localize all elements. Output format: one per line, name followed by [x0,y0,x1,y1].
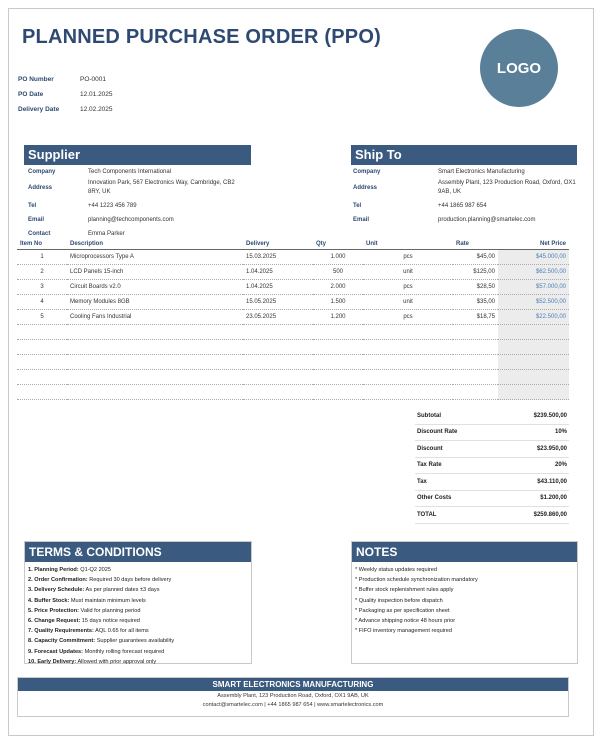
po-meta [18,72,113,117]
cell-rate: $28,50 [453,280,498,295]
list-item: 9. Forecast Updates: Monthly rolling forecast required [28,648,165,655]
ship-company-row [353,167,577,177]
cell-delivery: 1.04.2025 [243,265,313,280]
items-header-row [17,238,569,250]
total-label: TOTAL [417,511,437,518]
discount-rate-value: 10% [554,429,567,436]
cell-item-no: 1 [17,250,67,265]
ship-address-row [353,177,577,199]
ship-tel-value: +44 1865 987 654 [438,202,487,209]
footer-company: SMART ELECTRONICS MANUFACTURING [18,678,568,691]
notes-list [352,562,577,636]
col-description: Description [67,238,243,250]
cell-item-no: 4 [17,295,67,310]
list-item: 10. Early Delivery: Allowed with prior approval only [28,658,157,665]
list-item: * Weekly status updates required [355,567,437,573]
total-value: $259.860,00 [533,511,567,518]
delivery-date-value: 12.02.2025 [80,106,113,113]
footer [17,677,569,717]
supplier-info [28,167,250,241]
cell-qty: 500 [313,265,363,280]
cell-unit: pcs [363,280,453,295]
supplier-email-label: Email [28,217,45,223]
cell-description: Circuit Boards v2.0 [67,280,243,295]
ship-email-label: Email [353,217,370,223]
footer-address: Assembly Plant, 123 Production Road, Oxford, OX1 9AB, UK [217,693,369,699]
col-delivery: Delivery [243,238,313,250]
cell-description: Cooling Fans Industrial [67,310,243,325]
po-number-row [18,72,113,87]
ship-to-heading: Ship To [351,145,577,165]
col-qty: Qty [313,238,363,250]
terms-list [25,562,251,667]
supplier-company-value: Tech Components International [88,168,172,175]
supplier-contact-label: Contact [28,231,51,237]
cell-delivery: 15.05.2025 [243,295,313,310]
discount-row [415,441,569,458]
empty-row [17,340,569,355]
cell-net-price: $52.500,00 [498,295,569,310]
supplier-address-value: Innovation Park, 567 Electronics Way, Cambridge, CB2 8RY, UK [88,180,235,195]
col-item-no: Item No [17,238,67,250]
cell-item-no: 5 [17,310,67,325]
cell-delivery: 23.05.2025 [243,310,313,325]
cell-net-price: $45.000,00 [498,250,569,265]
list-item: * Production schedule synchronization mandatory [355,577,478,584]
discount-label: Discount [417,445,443,452]
empty-row [17,325,569,340]
other-costs-value: $1.200,00 [540,495,567,502]
supplier-tel-label: Tel [28,203,37,209]
ship-to-info [353,167,577,227]
cell-rate: $35,00 [453,295,498,310]
total-row [415,507,569,524]
cell-qty: 2.000 [313,280,363,295]
terms-heading: TERMS & CONDITIONS [25,542,251,562]
cell-delivery: 1.04.2025 [243,280,313,295]
page-title: PLANNED PURCHASE ORDER (PPO) [22,26,381,48]
subtotal-value: $239.500,00 [533,412,567,419]
cell-item-no: 3 [17,280,67,295]
list-item: 1. Planning Period: Q1-Q2 2025 [28,567,112,573]
empty-row [17,385,569,400]
cell-net-price: $62.500,00 [498,265,569,280]
ship-tel-row [353,199,577,213]
po-number-label: PO Number [18,76,54,83]
table-row [17,250,569,265]
delivery-date-label: Delivery Date [18,106,60,113]
tax-value: $43.110,00 [537,478,567,485]
cell-unit: unit [363,265,453,280]
list-item: 6. Change Request: 15 days notice required [28,617,140,624]
list-item: * Quality inspection before dispatch [355,597,443,604]
tax-label: Tax [417,478,427,485]
subtotal-row [415,408,569,425]
cell-rate: $18,75 [453,310,498,325]
supplier-company-row [28,167,250,177]
terms-box [24,541,252,664]
tax-rate-value: 20% [554,462,567,469]
cell-net-price: $57.000,00 [498,280,569,295]
cell-rate: $125,00 [453,265,498,280]
cell-unit: pcs [363,250,453,265]
col-rate: Rate [453,238,498,250]
cell-qty: 1.000 [313,250,363,265]
cell-description: Microprocessors Type A [67,250,243,265]
cell-qty: 1.200 [313,310,363,325]
po-number-value: PO-0001 [80,76,107,83]
table-row [17,295,569,310]
items-table [17,238,569,400]
cell-net-price: $22.500,00 [498,310,569,325]
table-row [17,310,569,325]
list-item: 5. Price Protection: Valid for planning period [28,607,141,614]
list-item: * Buffer stock replenishment rules apply [355,587,454,594]
supplier-heading: Supplier [24,145,251,165]
list-item: 8. Capacity Commitment: Supplier guarantees availability [28,638,175,645]
list-item: 2. Order Confirmation: Required 30 days before delivery [28,577,172,584]
cell-unit: pcs [363,310,453,325]
col-unit: Unit [363,238,453,250]
list-item: 7. Quality Requirements: AQL 0.65 for all items [28,628,149,635]
ship-email-value: production.planning@smartelec.com [438,216,536,223]
delivery-date-row [18,102,113,117]
ship-company-label: Company [353,169,381,175]
tax-row [415,474,569,491]
cell-item-no: 2 [17,265,67,280]
supplier-email-value: planning@techcomponents.com [88,216,174,223]
supplier-tel-value: +44 1223 456 789 [88,202,137,209]
table-row [17,280,569,295]
supplier-address-label: Address [28,185,53,191]
cell-unit: unit [363,295,453,310]
supplier-email-row [28,213,250,227]
discount-rate-row [415,425,569,442]
discount-rate-label: Discount Rate [417,429,458,436]
po-date-label: PO Date [18,91,44,98]
list-item: 4. Buffer Stock: Must maintain minimum levels [28,597,146,604]
list-item: 3. Delivery Schedule: As per planned dates ±3 days [28,587,160,594]
logo: LOGO [480,29,558,107]
footer-contact: contact@smartelec.com | +44 1865 987 654 | www.smartelectronics.com [202,702,384,708]
tax-rate-row [415,458,569,475]
cell-rate: $45,00 [453,250,498,265]
subtotal-label: Subtotal [417,412,441,419]
ship-email-row [353,213,577,227]
tax-rate-label: Tax Rate [417,462,442,469]
empty-row [17,355,569,370]
list-item: * Advance shipping notice 48 hours prior [355,617,456,624]
list-item: * FIFO inventory management required [355,628,453,635]
ship-tel-label: Tel [353,203,362,209]
notes-box [351,541,578,664]
po-date-value: 12.01.2025 [80,91,113,98]
other-costs-label: Other Costs [417,495,452,502]
empty-row [17,370,569,385]
other-costs-row [415,491,569,508]
discount-value: $23.950,00 [536,445,567,452]
supplier-tel-row [28,199,250,213]
cell-description: LCD Panels 15-inch [67,265,243,280]
cell-qty: 1.500 [313,295,363,310]
list-item: * Packaging as per specification sheet [355,607,450,614]
supplier-address-row [28,177,250,199]
ship-address-label: Address [353,185,378,191]
supplier-company-label: Company [28,169,56,175]
totals-block [415,408,569,524]
notes-heading: NOTES [352,542,577,562]
cell-delivery: 15.03.2025 [243,250,313,265]
supplier-contact-value: Emma Parker [88,230,125,237]
table-row [17,265,569,280]
ship-company-value: Smart Electronics Manufacturing [438,168,525,175]
po-date-row [18,87,113,102]
ship-address-value: Assembly Plant, 123 Production Road, Oxford, OX1 9AB, UK [438,180,576,195]
cell-description: Memory Modules 8GB [67,295,243,310]
col-net-price: Net Price [498,238,569,250]
